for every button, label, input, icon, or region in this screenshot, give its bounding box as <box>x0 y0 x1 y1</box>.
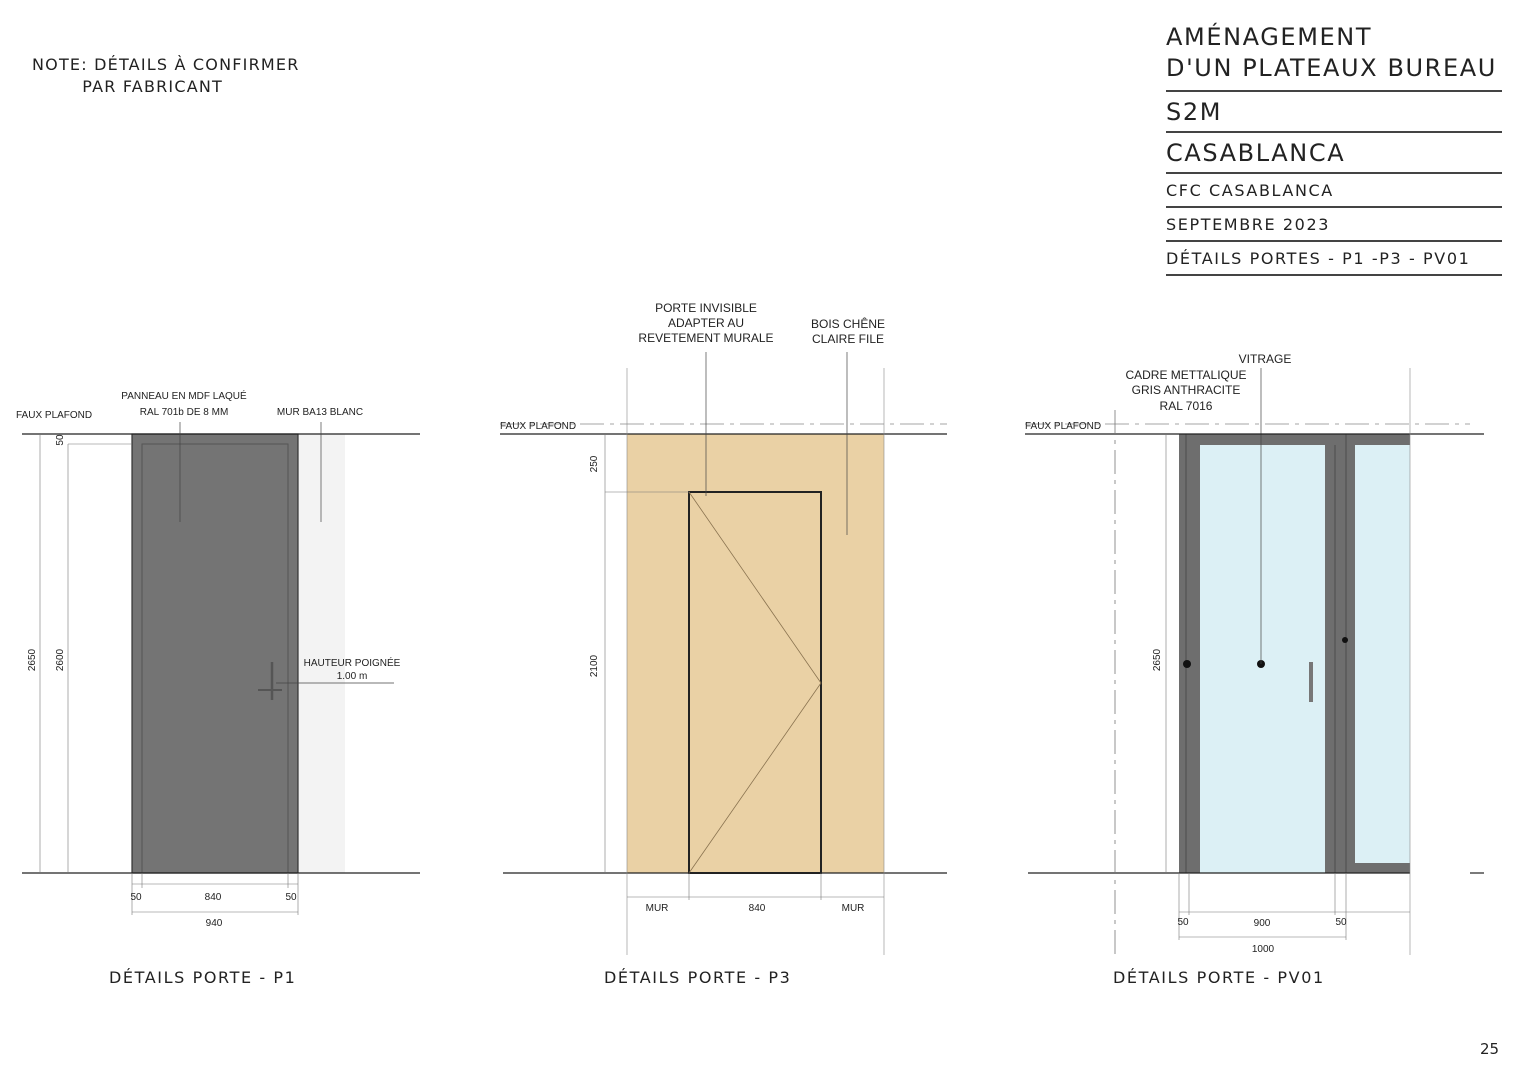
label-panneau-2: RAL 701b DE 8 MM <box>139 407 229 418</box>
door-p3-elevation <box>500 301 947 955</box>
label-cadre-1: CADRE METTALIQUE <box>1125 368 1247 382</box>
door-frame-p1 <box>132 434 298 873</box>
caption-p1: DÉTAILS PORTE - P1 <box>109 968 297 987</box>
dim-text-940: 940 <box>205 918 223 929</box>
glass-side-pane <box>1355 445 1410 863</box>
dim-text-left-50-pv01: 50 <box>1177 917 1189 928</box>
label-cadre-2: GRIS ANTHRACITE <box>1131 383 1241 397</box>
leader-dot-side <box>1342 637 1348 643</box>
label-faux-plafond-pv01: FAUX PLAFOND <box>1025 421 1102 432</box>
leader-dot-cadre <box>1183 660 1191 668</box>
label-vitrage: VITRAGE <box>1238 352 1292 366</box>
caption-pv01: DÉTAILS PORTE - PV01 <box>1113 968 1325 987</box>
dim-text-right-50-pv01: 50 <box>1335 917 1347 928</box>
label-invisible-1: PORTE INVISIBLE <box>655 301 757 315</box>
door-pv01-elevation <box>1025 352 1484 955</box>
dim-text-840: 840 <box>204 892 222 903</box>
site-name: CFC CASABLANCA <box>1166 174 1502 208</box>
dim-text-left-50: 50 <box>130 892 142 903</box>
label-cadre-3: RAL 7016 <box>1159 399 1213 413</box>
label-invisible-3: REVETEMENT MURALE <box>638 331 774 345</box>
caption-p3: DÉTAILS PORTE - P3 <box>604 968 792 987</box>
dim-text-right-50: 50 <box>285 892 297 903</box>
label-poignee-1: HAUTEUR POIGNÉE <box>303 658 401 669</box>
dim-text-900: 900 <box>1253 918 1271 929</box>
label-poignee-2: 1.00 m <box>336 671 368 682</box>
project-title-line2: D'UN PLATEAUX BUREAU <box>1166 54 1497 82</box>
dim-text-mur-right: MUR <box>841 903 865 914</box>
label-faux-plafond-p3: FAUX PLAFOND <box>500 421 577 432</box>
label-faux-plafond-p1: FAUX PLAFOND <box>16 410 93 421</box>
oak-wall-panel <box>627 434 884 873</box>
city-name: CASABLANCA <box>1166 133 1502 174</box>
dim-text-2650-pv01: 2650 <box>1152 648 1163 672</box>
dim-text-2650: 2650 <box>27 648 38 672</box>
date: SEPTEMBRE 2023 <box>1166 208 1502 242</box>
label-bois-1: BOIS CHÊNE <box>810 317 886 331</box>
dim-text-840-p3: 840 <box>748 903 766 914</box>
dim-text-top-50: 50 <box>55 434 66 446</box>
page-number: 25 <box>1480 1040 1500 1058</box>
door-p1-elevation <box>16 389 420 929</box>
dim-text-250: 250 <box>589 455 600 473</box>
project-title-line1: AMÉNAGEMENT <box>1166 23 1373 51</box>
client-name: S2M <box>1166 92 1502 133</box>
label-mur-ba13: MUR BA13 BLANC <box>276 407 364 418</box>
dim-text-mur-left: MUR <box>645 903 669 914</box>
glass-door-pane <box>1200 445 1325 873</box>
label-panneau-1: PANNEAU EN MDF LAQUÉ <box>121 391 247 402</box>
sheet-title: DÉTAILS PORTES - P1 -P3 - PV01 <box>1166 242 1502 276</box>
dim-text-1000: 1000 <box>1251 944 1275 955</box>
label-bois-2: CLAIRE FILE <box>811 332 885 346</box>
wall-ba13 <box>298 434 345 873</box>
dim-text-2600: 2600 <box>55 648 66 672</box>
note-text: NOTE: DÉTAILS À CONFIRMER PAR FABRICANT <box>32 55 300 96</box>
dim-text-2100: 2100 <box>589 654 600 678</box>
label-invisible-2: ADAPTER AU <box>667 316 745 330</box>
